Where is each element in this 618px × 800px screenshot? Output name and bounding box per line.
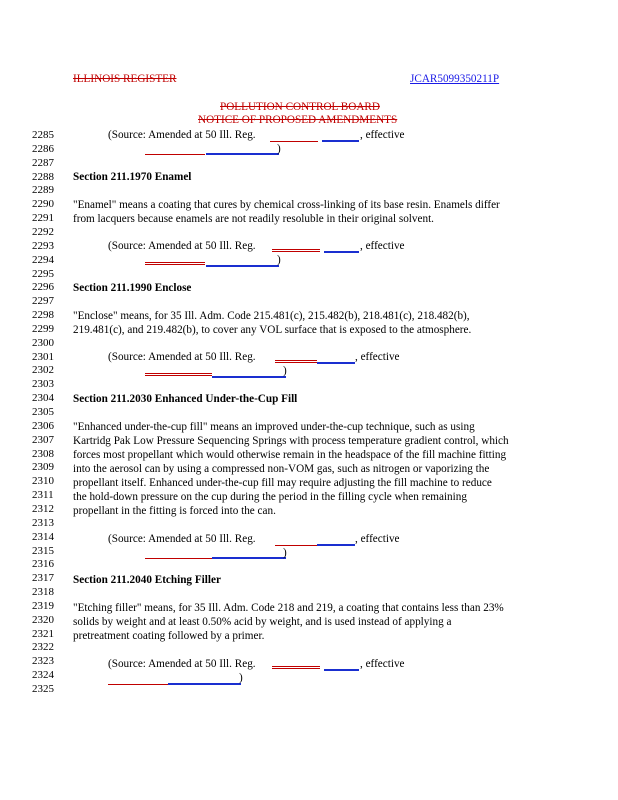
line-number: 2287 bbox=[32, 156, 54, 169]
source-close: ) bbox=[239, 672, 243, 684]
section-text-line: forces most propellant which would otherwise remain in the headspace of the fill machine fitting bbox=[73, 449, 507, 461]
inserted-blank bbox=[317, 544, 355, 546]
section-heading: Section 211.2040 Etching Filler bbox=[73, 574, 221, 586]
section-text-line: Kartridg Pak Low Pressure Sequencing Springs with process temperature gradient control, which bbox=[73, 435, 509, 447]
line-number: 2301 bbox=[32, 350, 54, 363]
source-close: ) bbox=[283, 365, 287, 377]
source-suffix: , effective bbox=[355, 533, 400, 545]
section-text-line: the hold-down pressure on the cup during the period in the filling cycle when remaining bbox=[73, 491, 467, 503]
deleted-blank bbox=[108, 684, 168, 685]
line-number: 2305 bbox=[32, 406, 54, 418]
line-number: 2310 bbox=[32, 475, 54, 488]
line-number: 2285 bbox=[32, 129, 54, 141]
line-number: 2318 bbox=[32, 586, 54, 599]
source-note: (Source: Amended at 50 Ill. Reg. bbox=[108, 351, 256, 363]
inserted-blank bbox=[322, 140, 359, 142]
line-number: 2315 bbox=[32, 544, 54, 557]
line-number: 2286 bbox=[32, 142, 54, 155]
section-text-line: solids by weight and at least 0.50% acid by weight, and is used instead of applying a bbox=[73, 616, 452, 628]
register-name: ILLINOIS REGISTER bbox=[73, 73, 177, 85]
source-close: ) bbox=[277, 254, 281, 266]
line-number: 2303 bbox=[32, 378, 54, 391]
line-number: 2308 bbox=[32, 447, 54, 460]
line-number: 2309 bbox=[32, 461, 54, 474]
agency-title: POLLUTION CONTROL BOARD bbox=[220, 101, 380, 113]
line-number: 2292 bbox=[32, 225, 54, 238]
line-number: 2321 bbox=[32, 627, 54, 640]
line-number: 2299 bbox=[32, 322, 54, 335]
deleted-blank bbox=[272, 666, 320, 669]
section-heading: Section 211.2030 Enhanced Under-the-Cup Fill bbox=[73, 393, 298, 405]
inserted-blank bbox=[212, 557, 286, 559]
source-note: (Source: Amended at 50 Ill. Reg. bbox=[108, 533, 256, 545]
line-number: 2322 bbox=[32, 641, 54, 654]
deleted-blank bbox=[145, 373, 212, 376]
inserted-blank bbox=[324, 251, 359, 253]
source-suffix: , effective bbox=[360, 129, 405, 141]
line-number: 2306 bbox=[32, 419, 54, 432]
line-number: 2300 bbox=[32, 336, 54, 349]
source-suffix: , effective bbox=[360, 658, 405, 670]
deleted-blank bbox=[272, 249, 320, 252]
deleted-blank bbox=[145, 262, 205, 265]
inserted-blank bbox=[324, 669, 359, 671]
source-close: ) bbox=[283, 547, 287, 559]
line-number: 2323 bbox=[32, 655, 54, 668]
line-number: 2316 bbox=[32, 558, 54, 571]
source-note: (Source: Amended at 50 Ill. Reg. bbox=[108, 240, 256, 252]
line-number: 2314 bbox=[32, 530, 54, 543]
source-note: (Source: Amended at 50 Ill. Reg. bbox=[108, 658, 256, 670]
deleted-blank bbox=[145, 558, 212, 559]
section-text-line: "Enamel" means a coating that cures by chemical cross-linking of its base resin. Enamels differ bbox=[73, 199, 500, 211]
line-number: 2288 bbox=[32, 170, 54, 183]
section-text-line: pretreatment coating followed by a primer. bbox=[73, 630, 265, 642]
notice-title: NOTICE OF PROPOSED AMENDMENTS bbox=[198, 114, 398, 126]
line-number: 2294 bbox=[32, 253, 54, 266]
line-number: 2304 bbox=[32, 392, 54, 405]
deleted-blank bbox=[145, 154, 205, 155]
jcar-code: JCAR5099350211P bbox=[410, 73, 500, 85]
line-number: 2313 bbox=[32, 516, 54, 529]
line-number: 2312 bbox=[32, 502, 54, 515]
section-text-line: 219.481(c), and 219.482(b), to cover any VOL surface that is exposed to the atmosphere. bbox=[73, 324, 472, 336]
line-number: 2293 bbox=[32, 239, 54, 252]
source-suffix: , effective bbox=[355, 351, 400, 363]
line-number: 2295 bbox=[32, 267, 54, 280]
deleted-blank bbox=[275, 545, 317, 546]
section-text-line: into the aerosol can by using a compressed non-VOM gas, such as nitrogen or vaporizing the bbox=[73, 463, 490, 475]
source-suffix: , effective bbox=[360, 240, 405, 252]
source-note: (Source: Amended at 50 Ill. Reg. bbox=[108, 129, 256, 141]
deleted-blank bbox=[270, 141, 318, 142]
section-text-line: propellant itself. Enhanced under-the-cup fill may require adjusting the fill machine to reduce bbox=[73, 477, 492, 489]
line-number: 2320 bbox=[32, 613, 54, 626]
inserted-blank bbox=[206, 153, 279, 155]
line-number: 2311 bbox=[32, 489, 54, 502]
inserted-blank bbox=[206, 265, 279, 267]
section-text-line: from lacquers because enamels are not readily resoluble in their original solvent. bbox=[73, 213, 434, 225]
section-text-line: "Enhanced under-the-cup fill" means an improved under-the-cup technique, such as using bbox=[73, 421, 475, 433]
inserted-blank bbox=[168, 683, 241, 685]
line-number: 2319 bbox=[32, 599, 54, 612]
inserted-blank bbox=[317, 362, 355, 364]
deleted-blank bbox=[275, 360, 317, 363]
line-number: 2296 bbox=[32, 281, 54, 294]
line-number: 2324 bbox=[32, 669, 54, 682]
line-number: 2297 bbox=[32, 295, 54, 308]
section-heading: Section 211.1990 Enclose bbox=[73, 282, 192, 294]
line-number: 2290 bbox=[32, 198, 54, 211]
line-number: 2307 bbox=[32, 433, 54, 446]
line-number: 2302 bbox=[32, 364, 54, 377]
section-heading: Section 211.1970 Enamel bbox=[73, 171, 192, 183]
line-number: 2291 bbox=[32, 212, 54, 225]
line-number: 2325 bbox=[32, 683, 54, 695]
section-text-line: propellant in the fitting is forced into the can. bbox=[73, 505, 276, 517]
section-text-line: "Etching filler" means, for 35 Ill. Adm. Code 218 and 219, a coating that contains less than 23% bbox=[73, 602, 504, 614]
source-close: ) bbox=[277, 143, 281, 155]
section-text-line: "Enclose" means, for 35 Ill. Adm. Code 215.481(c), 215.482(b), 218.481(c), 218.482(b), bbox=[73, 310, 470, 322]
line-number: 2317 bbox=[32, 572, 54, 585]
inserted-blank bbox=[212, 376, 286, 378]
line-number: 2289 bbox=[32, 184, 54, 197]
line-number: 2298 bbox=[32, 309, 54, 322]
